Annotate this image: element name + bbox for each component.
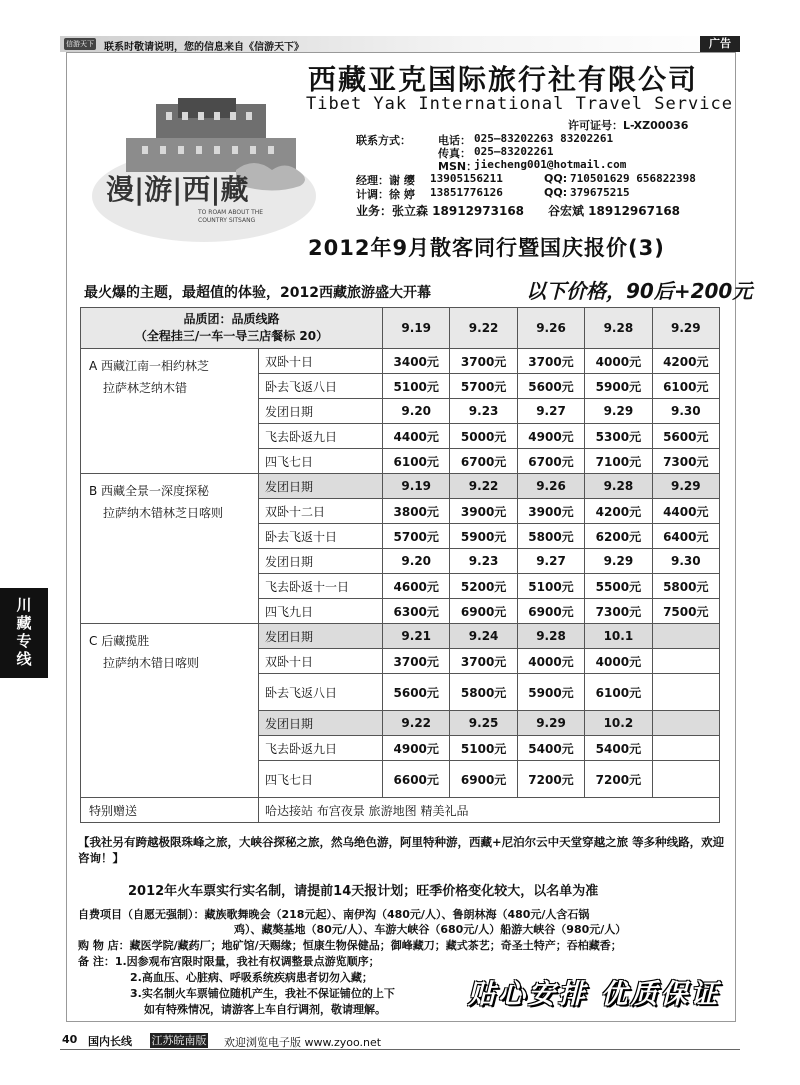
price-cell: 5900元 (450, 524, 517, 549)
table-row (81, 624, 720, 649)
contact-title: 联系方式： (356, 134, 411, 147)
remark-2: 2.高血压、心脏病、呼吸系统疾病患者切勿入藏； (130, 971, 373, 984)
price-cell: 9.25 (450, 711, 517, 736)
price-cell: 9.22 (450, 474, 517, 499)
manager-qq: 710501629 656822398 (570, 172, 696, 185)
route-cell (81, 474, 259, 624)
price-cell: 3700元 (450, 649, 517, 674)
shopping-stores: 购 物 店：藏医学院/藏药厂；地矿馆/天赐缘；恒康生物保健品；御峰藏刀；藏式茶艺；奇圣土特产；吞柏藏香； (78, 939, 622, 952)
remark-4: 如有特殊情况，请游客上车自行调剂，敬请理解。 (144, 1003, 386, 1016)
price-cell: 9.23 (450, 399, 517, 424)
price-cell: 9.30 (652, 549, 719, 574)
price-table (80, 307, 720, 823)
price-cell: 4000元 (585, 349, 652, 374)
planner-phone: 13851776126 (430, 186, 503, 199)
price-cell: 6200元 (585, 524, 652, 549)
sales-contact-1: 业务：张立森 18912973168 (356, 204, 525, 218)
price-cell: 7500元 (652, 599, 719, 624)
price-cell: 5500元 (585, 574, 652, 599)
price-cell: 3400元 (383, 349, 450, 374)
source-notice: 联系时敬请说明，您的信息来自《信游天下》 (104, 42, 304, 53)
row-label: 四飞七日 (259, 761, 383, 798)
gift-items: 哈达接站 布宫夜景 旅游地图 精美礼品 (259, 798, 720, 823)
price-cell: 4600元 (383, 574, 450, 599)
price-cell: 5100元 (450, 736, 517, 761)
price-cell: 5400元 (585, 736, 652, 761)
planner-label: 计调：徐 婷 (356, 188, 415, 201)
row-label: 飞去卧返九日 (259, 736, 383, 761)
fax-label: 传真： (438, 147, 471, 160)
side-tab-label: 川藏专线 (16, 596, 32, 668)
price-cell: 6900元 (450, 761, 517, 798)
price-cell: 5100元 (517, 574, 584, 599)
price-cell: 9.20 (383, 549, 450, 574)
price-cell (652, 761, 719, 798)
price-cell: 9.29 (652, 474, 719, 499)
header-line-2: （全程挂三/一车一导三店餐标 20） (134, 329, 329, 343)
price-cell: 5900元 (585, 374, 652, 399)
price-cell: 9.19 (383, 474, 450, 499)
other-routes-note: 【我社另有跨越极限珠峰之旅，大峡谷探秘之旅，然乌绝色游，阿里特种游，西藏+尼泊尔云中天堂穿越之旅 等多种线路，欢迎咨询！】 (78, 835, 725, 865)
remark-3: 3.实名制火车票铺位随机产生，我社不保证铺位的上下 (130, 987, 395, 1000)
site-link[interactable]: 欢迎浏览电子版 www.zyoo.net (224, 1036, 382, 1049)
price-cell: 9.26 (517, 474, 584, 499)
brand-logo: 信游天下 (66, 40, 94, 48)
price-cell: 4000元 (585, 649, 652, 674)
price-cell: 4000元 (517, 649, 584, 674)
table-row (81, 349, 720, 374)
manager-label: 经理：谢 缨 (356, 174, 415, 187)
section-name: 国内长线 (88, 1035, 132, 1048)
price-cell: 9.29 (585, 549, 652, 574)
price-cell: 4200元 (652, 349, 719, 374)
price-cell: 5600元 (652, 424, 719, 449)
price-cell: 6100元 (652, 374, 719, 399)
manager-phone: 13905156211 (430, 172, 503, 185)
route-title: B 西藏全景一深度探秘 (89, 484, 210, 498)
price-cell: 9.24 (450, 624, 517, 649)
price-cell: 9.22 (383, 711, 450, 736)
price-cell: 5900元 (517, 674, 584, 711)
price-cell: 5300元 (585, 424, 652, 449)
price-cell: 4900元 (517, 424, 584, 449)
price-cell: 3700元 (517, 349, 584, 374)
price-cell: 7200元 (585, 761, 652, 798)
price-cell: 6900元 (450, 599, 517, 624)
header-route-cell (81, 308, 383, 349)
route-subtitle: 拉萨林芝纳木错 (103, 381, 188, 395)
price-cell: 4400元 (383, 424, 450, 449)
train-ticket-note: 2012年火车票实行实名制，请提前14天报计划；旺季价格变化较大，以名单为准 (128, 884, 599, 899)
price-cell: 9.29 (517, 711, 584, 736)
price-cell: 5800元 (517, 524, 584, 549)
header-date: 9.22 (450, 308, 517, 349)
planner-qq: 379675215 (570, 186, 630, 199)
price-cell: 10.1 (585, 624, 652, 649)
price-cell: 9.23 (450, 549, 517, 574)
route-subtitle: 拉萨纳木错日喀则 (103, 656, 200, 670)
side-section-tab (0, 588, 48, 678)
slogan-roam-tibet: 漫|游|西|藏 (106, 173, 249, 206)
price-cell (652, 674, 719, 711)
company-name-en: Tibet Yak International Travel Service (306, 94, 733, 114)
service-slogan-banner: 贴心安排 优质保证 (468, 979, 721, 1010)
row-label: 卧去飞返八日 (259, 374, 383, 399)
sales-contact-2: 谷宏斌 18912967168 (548, 204, 681, 218)
price-cell (652, 736, 719, 761)
row-label: 卧去飞返十日 (259, 524, 383, 549)
manager-qq-label: QQ: (544, 172, 568, 185)
phone-number: 025—83202263 83202261 (474, 132, 614, 145)
fax-number: 025—83202261 (474, 145, 554, 158)
price-cell: 5100元 (383, 374, 450, 399)
phone-label: 电话： (438, 134, 471, 147)
row-label: 发团日期 (259, 474, 383, 499)
row-label: 飞去卧返九日 (259, 424, 383, 449)
row-label: 飞去卧返十一日 (259, 574, 383, 599)
price-cell: 4400元 (652, 499, 719, 524)
price-cell: 6700元 (450, 449, 517, 474)
price-cell: 5800元 (450, 674, 517, 711)
price-cell: 4900元 (383, 736, 450, 761)
price-cell: 9.30 (652, 399, 719, 424)
header-date: 9.28 (585, 308, 652, 349)
price-cell: 9.27 (517, 399, 584, 424)
price-cell: 6100元 (383, 449, 450, 474)
msn-label: MSN： (438, 160, 478, 173)
route-cell (81, 349, 259, 474)
price-cell: 3700元 (450, 349, 517, 374)
row-label: 双卧十日 (259, 349, 383, 374)
price-cell (652, 649, 719, 674)
price-cell (652, 624, 719, 649)
slogan-english: TO ROAM ABOUT THE COUNTRY SITSANG (198, 209, 264, 224)
price-cell: 9.21 (383, 624, 450, 649)
self-pay-items-cont: 鸡）、藏獒基地（80元/人）、车游大峡谷（680元/人）船游大峡谷（980元/人） (234, 923, 627, 936)
row-label: 发团日期 (259, 399, 383, 424)
price-cell: 5200元 (450, 574, 517, 599)
row-label: 四飞九日 (259, 599, 383, 624)
header-line-1: 品质团：品质线路 (183, 312, 280, 326)
headline: 2012年9月散客同行暨国庆报价(3) (308, 236, 665, 260)
price-cell: 6100元 (585, 674, 652, 711)
price-cell: 9.20 (383, 399, 450, 424)
price-cell: 3900元 (517, 499, 584, 524)
page-number: 40 (62, 1033, 78, 1046)
price-cell: 3700元 (383, 649, 450, 674)
price-cell: 5400元 (517, 736, 584, 761)
table-row (81, 474, 720, 499)
price-cell: 7200元 (517, 761, 584, 798)
subheadline: 最火爆的主题，最超值的体验，2012西藏旅游盛大开幕 (84, 285, 431, 301)
route-title: C 后藏揽胜 (89, 634, 150, 648)
price-cell: 5600元 (383, 674, 450, 711)
price-cell: 7300元 (652, 449, 719, 474)
row-label: 双卧十二日 (259, 499, 383, 524)
price-cell: 3900元 (450, 499, 517, 524)
gift-label: 特别赠送 (81, 798, 259, 823)
price-cell (652, 711, 719, 736)
price-cell: 5000元 (450, 424, 517, 449)
price-cell: 7300元 (585, 599, 652, 624)
price-cell: 9.28 (585, 474, 652, 499)
price-cell: 10.2 (585, 711, 652, 736)
msn-address: jiecheng001@hotmail.com (474, 158, 627, 171)
price-cell: 7100元 (585, 449, 652, 474)
row-label: 发团日期 (259, 549, 383, 574)
price-cell: 6900元 (517, 599, 584, 624)
price-cell: 3800元 (383, 499, 450, 524)
row-label: 卧去飞返八日 (259, 674, 383, 711)
header-date: 9.29 (652, 308, 719, 349)
header-date: 9.26 (517, 308, 584, 349)
company-name: 西藏亚克国际旅行社有限公司 (308, 63, 699, 96)
row-label: 发团日期 (259, 624, 383, 649)
remark-1: 备 注：1.因参观布宫限时限量，我社有权调整景点游览顺序； (78, 955, 380, 968)
header-date: 9.19 (383, 308, 450, 349)
self-pay-items: 自费项目（自愿无强制）：藏族歌舞晚会（218元起）、南伊沟（480元/人）、鲁朗林海（480元/人含石锅 (78, 908, 590, 921)
price-cell: 5600元 (517, 374, 584, 399)
gift-row (81, 798, 720, 823)
price-cell: 5800元 (652, 574, 719, 599)
edition-label: 江苏皖南版 (151, 1034, 207, 1047)
price-cell: 6400元 (652, 524, 719, 549)
price-cell: 5700元 (450, 374, 517, 399)
license-number: 许可证号：L-XZ00036 (568, 119, 689, 132)
price-cell: 6600元 (383, 761, 450, 798)
price-cell: 9.27 (517, 549, 584, 574)
route-cell (81, 624, 259, 798)
price-cell: 5700元 (383, 524, 450, 549)
route-subtitle: 拉萨纳木错林芝日喀则 (103, 506, 224, 520)
price-cell: 9.29 (585, 399, 652, 424)
price-cell: 6700元 (517, 449, 584, 474)
price-cell: 6300元 (383, 599, 450, 624)
route-title: A 西藏江南一相约林芝 (89, 359, 210, 373)
row-label: 四飞七日 (259, 449, 383, 474)
row-label: 发团日期 (259, 711, 383, 736)
ad-tag: 广告 (700, 36, 740, 52)
row-label: 双卧十日 (259, 649, 383, 674)
price-cell: 4200元 (585, 499, 652, 524)
price-cell: 9.28 (517, 624, 584, 649)
planner-qq-label: QQ: (544, 186, 568, 199)
footer-divider (60, 1049, 740, 1050)
table-header-row (81, 308, 720, 349)
price-note: 以下价格，90后+200元 (526, 279, 753, 303)
